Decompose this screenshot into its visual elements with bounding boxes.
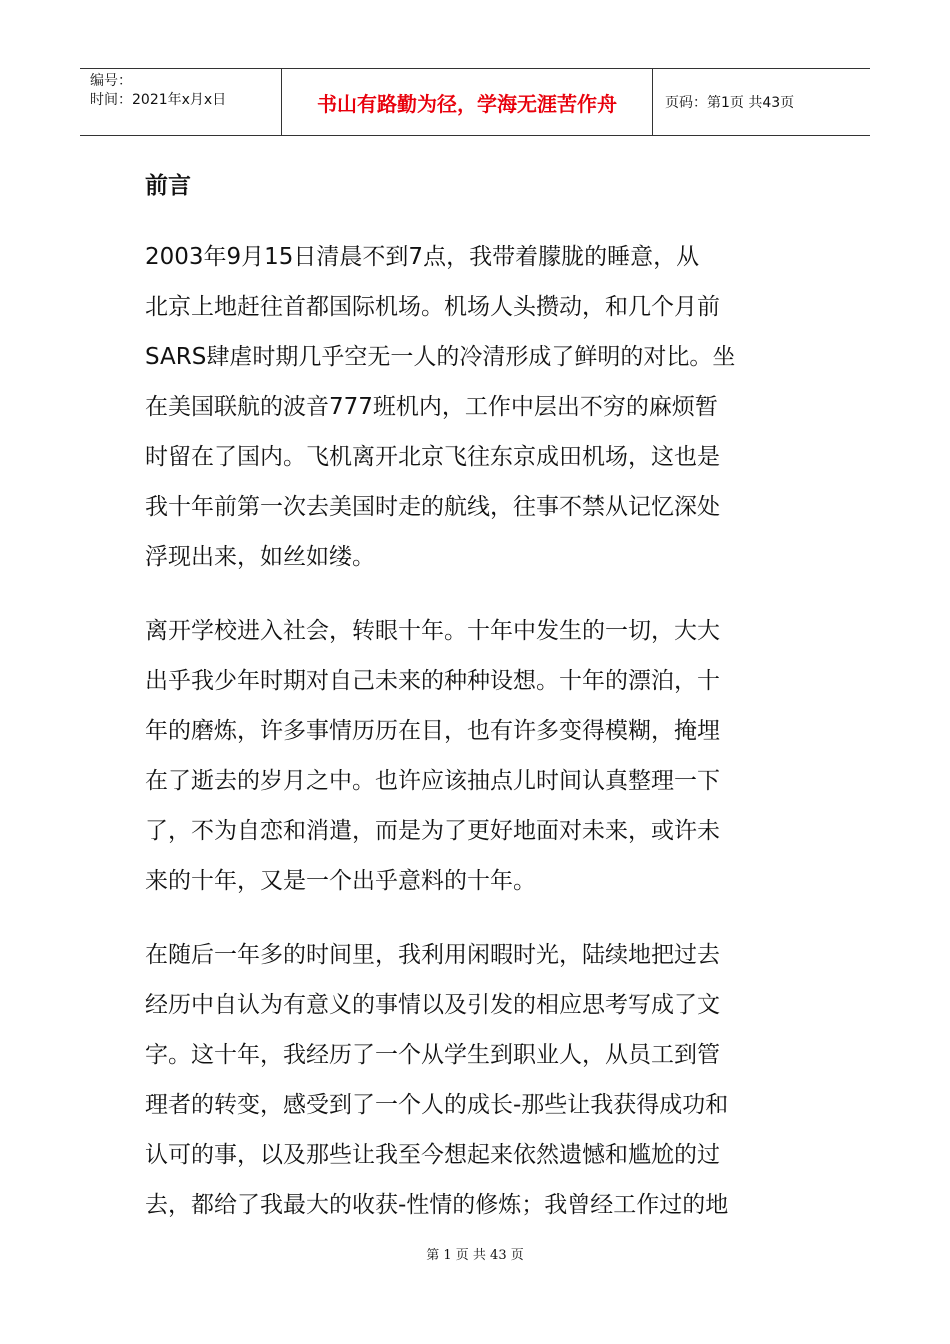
text-line: 离开学校进入社会，转眼十年。十年中发生的一切，大大 [145,618,720,644]
document-date: 时间：2021年x月x日 [90,92,227,108]
header-meta [80,69,282,135]
text-line: 年的磨炼，许多事情历历在目，也有许多变得模糊，掩埋 [145,718,720,744]
paragraph [145,232,825,582]
text-line: 字。这十年，我经历了一个从学生到职业人，从员工到管 [145,1042,720,1068]
text-line: 去，都给了我最大的收获-性情的修炼；我曾经工作过的地 [145,1192,729,1218]
text-line: 认可的事，以及那些让我至今想起来依然遗憾和尴尬的过 [145,1142,720,1168]
header-page-info: 页码：第1页 共43页 [665,95,795,111]
header-motto: 书山有路勤为径，学海无涯苦作舟 [282,69,653,135]
paragraph [145,930,825,1230]
document-number: 编号： [90,73,132,89]
document-body [145,232,825,1254]
text-line: 浮现出来，如丝如缕。 [145,544,375,570]
text-line: 经历中自认为有意义的事情以及引发的相应思考写成了文 [145,992,720,1018]
text-line: 在了逝去的岁月之中。也许应该抽点儿时间认真整理一下 [145,768,720,794]
text-line: 出乎我少年时期对自己未来的种种设想。十年的漂泊，十 [145,668,720,694]
text-line: SARS肆虐时期几乎空无一人的冷清形成了鲜明的对比。坐 [145,344,736,370]
page-footer: 第 1 页 共 43 页 [426,1248,524,1263]
text-line: 理者的转变，感受到了一个人的成长-那些让我获得成功和 [145,1092,729,1118]
text-line: 在美国联航的波音777班机内，工作中层出不穷的麻烦暂 [145,394,718,420]
text-line: 了，不为自恋和消遣，而是为了更好地面对未来，或许未 [145,818,720,844]
text-line: 2003年9月15日清晨不到7点，我带着朦胧的睡意，从 [145,244,700,270]
paragraph [145,606,825,906]
text-line: 时留在了国内。飞机离开北京飞往东京成田机场，这也是 [145,444,720,470]
page-header [80,68,870,136]
text-line: 我十年前第一次去美国时走的航线，往事不禁从记忆深处 [145,494,720,520]
text-line: 北京上地赶往首都国际机场。机场人头攒动，和几个月前 [145,294,720,320]
page-title: 前言 [145,173,191,199]
text-line: 在随后一年多的时间里，我利用闲暇时光，陆续地把过去 [145,942,720,968]
text-line: 来的十年，又是一个出乎意料的十年。 [145,868,536,894]
